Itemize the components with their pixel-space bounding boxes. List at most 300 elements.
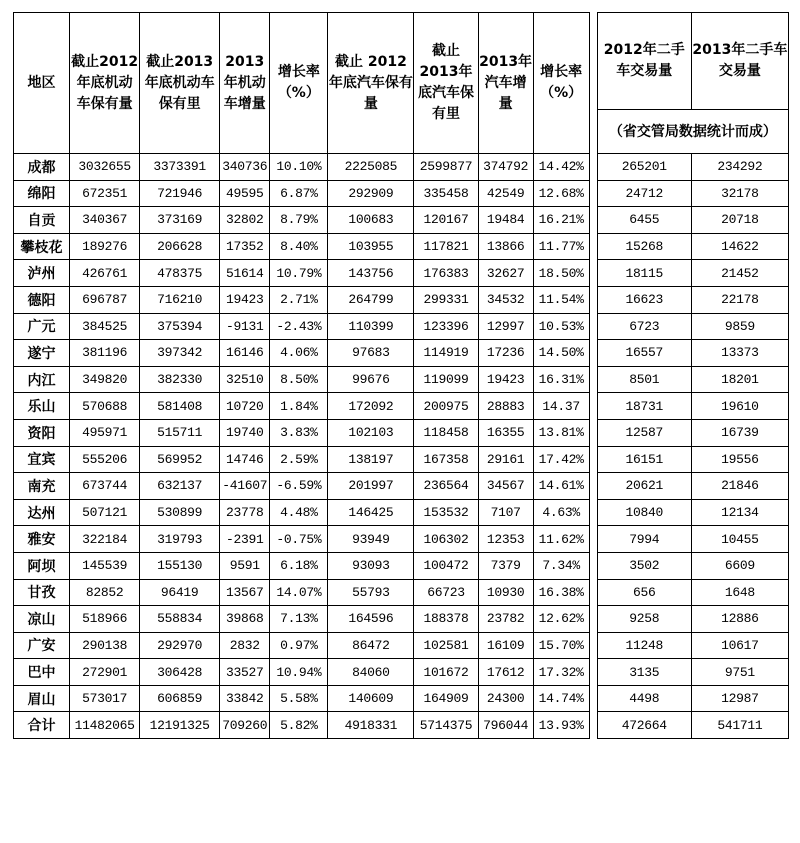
vehicles-2012-cell: 272901 — [70, 659, 140, 686]
vehicles-2012-cell: 384525 — [70, 313, 140, 340]
cars-growth-rate-cell: 14.74% — [533, 685, 589, 712]
vehicles-2013-cell: 632137 — [140, 473, 220, 500]
header-cars-growth-rate: 增长率（%） — [533, 13, 589, 154]
vehicle-statistics-table — [13, 12, 789, 739]
cars-increase-cell: 17236 — [478, 340, 533, 367]
cars-growth-rate-cell: 13.93% — [533, 712, 589, 739]
region-cell: 泸州 — [14, 260, 70, 287]
vehicles-growth-rate-cell: 5.82% — [270, 712, 328, 739]
column-separator — [589, 712, 597, 739]
cars-2012-cell: 164596 — [328, 606, 414, 633]
table-row — [14, 260, 789, 287]
vehicles-growth-rate-cell: 3.83% — [270, 419, 328, 446]
vehicles-2013-cell: 306428 — [140, 659, 220, 686]
vehicles-2013-cell: 206628 — [140, 233, 220, 260]
region-cell: 资阳 — [14, 419, 70, 446]
vehicles-growth-rate-cell: 8.50% — [270, 366, 328, 393]
region-cell: 眉山 — [14, 685, 70, 712]
cars-2013-cell: 188378 — [414, 606, 478, 633]
vehicles-2013-cell: 530899 — [140, 499, 220, 526]
used-cars-2012-cell: 24712 — [597, 180, 691, 207]
cars-2013-cell: 153532 — [414, 499, 478, 526]
vehicles-2012-cell: 340367 — [70, 207, 140, 234]
vehicles-2013-cell: 721946 — [140, 180, 220, 207]
cars-increase-cell: 19484 — [478, 207, 533, 234]
used-cars-2012-cell: 8501 — [597, 366, 691, 393]
vehicles-increase-cell: 14746 — [220, 446, 270, 473]
vehicles-2012-cell: 82852 — [70, 579, 140, 606]
region-cell: 广安 — [14, 632, 70, 659]
vehicles-2012-cell: 495971 — [70, 419, 140, 446]
vehicles-increase-cell: 33527 — [220, 659, 270, 686]
table-row — [14, 446, 789, 473]
region-cell: 甘孜 — [14, 579, 70, 606]
cars-growth-rate-cell: 14.50% — [533, 340, 589, 367]
vehicles-2012-cell: 189276 — [70, 233, 140, 260]
region-cell: 巴中 — [14, 659, 70, 686]
vehicles-increase-cell: -9131 — [220, 313, 270, 340]
cars-2012-cell: 138197 — [328, 446, 414, 473]
column-separator — [589, 180, 597, 207]
vehicles-growth-rate-cell: -6.59% — [270, 473, 328, 500]
region-cell: 合计 — [14, 712, 70, 739]
cars-2012-cell: 93093 — [328, 552, 414, 579]
header-vehicles-2013: 截止2013年底机动车保有里 — [140, 13, 220, 154]
cars-2013-cell: 118458 — [414, 419, 478, 446]
cars-2012-cell: 84060 — [328, 659, 414, 686]
vehicles-increase-cell: 16146 — [220, 340, 270, 367]
column-separator — [589, 393, 597, 420]
vehicles-2013-cell: 581408 — [140, 393, 220, 420]
table-row — [14, 393, 789, 420]
cars-growth-rate-cell: 11.62% — [533, 526, 589, 553]
vehicles-2012-cell: 290138 — [70, 632, 140, 659]
vehicles-increase-cell: 9591 — [220, 552, 270, 579]
cars-increase-cell: 16109 — [478, 632, 533, 659]
cars-2012-cell: 140609 — [328, 685, 414, 712]
column-separator — [589, 685, 597, 712]
used-cars-2013-cell: 16739 — [691, 419, 788, 446]
cars-growth-rate-cell: 16.31% — [533, 366, 589, 393]
used-cars-2013-cell: 13373 — [691, 340, 788, 367]
column-separator — [589, 526, 597, 553]
region-cell: 南充 — [14, 473, 70, 500]
column-separator — [589, 499, 597, 526]
cars-2013-cell: 100472 — [414, 552, 478, 579]
cars-2012-cell: 143756 — [328, 260, 414, 287]
cars-2013-cell: 106302 — [414, 526, 478, 553]
vehicles-2012-cell: 555206 — [70, 446, 140, 473]
column-separator — [589, 579, 597, 606]
cars-increase-cell: 34567 — [478, 473, 533, 500]
used-cars-2012-cell: 18731 — [597, 393, 691, 420]
cars-growth-rate-cell: 7.34% — [533, 552, 589, 579]
header-cars-increase: 2013年汽车增量 — [478, 13, 533, 154]
table-row — [14, 499, 789, 526]
used-cars-2012-cell: 16557 — [597, 340, 691, 367]
column-separator — [589, 419, 597, 446]
region-cell: 宜宾 — [14, 446, 70, 473]
cars-growth-rate-cell: 10.53% — [533, 313, 589, 340]
header-region: 地区 — [14, 13, 70, 154]
cars-2013-cell: 102581 — [414, 632, 478, 659]
cars-increase-cell: 34532 — [478, 286, 533, 313]
vehicles-2012-cell: 3032655 — [70, 154, 140, 181]
used-cars-2013-cell: 1648 — [691, 579, 788, 606]
vehicles-2013-cell: 716210 — [140, 286, 220, 313]
region-cell: 自贡 — [14, 207, 70, 234]
vehicles-2013-cell: 3373391 — [140, 154, 220, 181]
region-cell: 广元 — [14, 313, 70, 340]
vehicles-growth-rate-cell: 10.94% — [270, 659, 328, 686]
table-row — [14, 180, 789, 207]
used-cars-2013-cell: 21452 — [691, 260, 788, 287]
column-separator — [589, 233, 597, 260]
column-separator — [589, 313, 597, 340]
vehicles-increase-cell: 19740 — [220, 419, 270, 446]
cars-increase-cell: 12997 — [478, 313, 533, 340]
vehicles-growth-rate-cell: 4.48% — [270, 499, 328, 526]
vehicles-increase-cell: 17352 — [220, 233, 270, 260]
table-row — [14, 233, 789, 260]
header-vehicles-increase: 2013年机动车增量 — [220, 13, 270, 154]
column-separator — [589, 446, 597, 473]
vehicles-growth-rate-cell: 2.59% — [270, 446, 328, 473]
vehicles-2013-cell: 96419 — [140, 579, 220, 606]
vehicles-2013-cell: 606859 — [140, 685, 220, 712]
header-used-cars-2012: 2012年二手车交易量 — [597, 13, 691, 110]
used-cars-2013-cell: 32178 — [691, 180, 788, 207]
column-separator — [589, 366, 597, 393]
column-separator — [589, 473, 597, 500]
total-row — [14, 712, 789, 739]
cars-2012-cell: 100683 — [328, 207, 414, 234]
used-cars-2012-cell: 9258 — [597, 606, 691, 633]
vehicles-2013-cell: 397342 — [140, 340, 220, 367]
cars-growth-rate-cell: 12.68% — [533, 180, 589, 207]
region-cell: 内江 — [14, 366, 70, 393]
vehicles-2013-cell: 155130 — [140, 552, 220, 579]
table-row — [14, 579, 789, 606]
cars-2012-cell: 292909 — [328, 180, 414, 207]
cars-increase-cell: 10930 — [478, 579, 533, 606]
cars-2013-cell: 200975 — [414, 393, 478, 420]
cars-2013-cell: 335458 — [414, 180, 478, 207]
vehicles-2013-cell: 478375 — [140, 260, 220, 287]
vehicles-increase-cell: -2391 — [220, 526, 270, 553]
table-row — [14, 473, 789, 500]
header-data-source-note: （省交管局数据统计而成） — [597, 110, 788, 154]
vehicles-growth-rate-cell: 14.07% — [270, 579, 328, 606]
vehicles-increase-cell: 2832 — [220, 632, 270, 659]
cars-increase-cell: 32627 — [478, 260, 533, 287]
table-row — [14, 340, 789, 367]
vehicles-growth-rate-cell: 8.79% — [270, 207, 328, 234]
cars-growth-rate-cell: 16.21% — [533, 207, 589, 234]
cars-increase-cell: 23782 — [478, 606, 533, 633]
cars-increase-cell: 12353 — [478, 526, 533, 553]
vehicles-2012-cell: 518966 — [70, 606, 140, 633]
vehicles-growth-rate-cell: 10.10% — [270, 154, 328, 181]
cars-growth-rate-cell: 17.42% — [533, 446, 589, 473]
cars-2013-cell: 5714375 — [414, 712, 478, 739]
header-cars-2013: 截止2013年底汽车保有里 — [414, 13, 478, 154]
used-cars-2013-cell: 541711 — [691, 712, 788, 739]
vehicles-2012-cell: 696787 — [70, 286, 140, 313]
used-cars-2012-cell: 6723 — [597, 313, 691, 340]
vehicles-increase-cell: 39868 — [220, 606, 270, 633]
column-separator — [589, 260, 597, 287]
cars-2013-cell: 167358 — [414, 446, 478, 473]
used-cars-2013-cell: 14622 — [691, 233, 788, 260]
cars-2013-cell: 120167 — [414, 207, 478, 234]
vehicles-increase-cell: 32802 — [220, 207, 270, 234]
table-row — [14, 419, 789, 446]
region-cell: 凉山 — [14, 606, 70, 633]
used-cars-2013-cell: 9751 — [691, 659, 788, 686]
vehicles-increase-cell: 32510 — [220, 366, 270, 393]
vehicles-2012-cell: 573017 — [70, 685, 140, 712]
used-cars-2013-cell: 19556 — [691, 446, 788, 473]
cars-2013-cell: 119099 — [414, 366, 478, 393]
cars-increase-cell: 16355 — [478, 419, 533, 446]
vehicles-2012-cell: 322184 — [70, 526, 140, 553]
column-separator — [589, 13, 597, 154]
cars-2012-cell: 264799 — [328, 286, 414, 313]
cars-2013-cell: 117821 — [414, 233, 478, 260]
cars-increase-cell: 7379 — [478, 552, 533, 579]
used-cars-2012-cell: 4498 — [597, 685, 691, 712]
column-separator — [589, 632, 597, 659]
cars-2012-cell: 86472 — [328, 632, 414, 659]
table-row — [14, 313, 789, 340]
vehicles-2013-cell: 569952 — [140, 446, 220, 473]
cars-growth-rate-cell: 18.50% — [533, 260, 589, 287]
vehicles-growth-rate-cell: -0.75% — [270, 526, 328, 553]
header-cars-2012: 截止 2012年底汽车保有量 — [328, 13, 414, 154]
cars-2012-cell: 55793 — [328, 579, 414, 606]
vehicles-increase-cell: 10720 — [220, 393, 270, 420]
used-cars-2012-cell: 472664 — [597, 712, 691, 739]
vehicles-growth-rate-cell: -2.43% — [270, 313, 328, 340]
vehicles-2012-cell: 673744 — [70, 473, 140, 500]
vehicles-increase-cell: 19423 — [220, 286, 270, 313]
vehicles-growth-rate-cell: 1.84% — [270, 393, 328, 420]
cars-2012-cell: 93949 — [328, 526, 414, 553]
vehicles-growth-rate-cell: 6.87% — [270, 180, 328, 207]
cars-2013-cell: 123396 — [414, 313, 478, 340]
used-cars-2013-cell: 234292 — [691, 154, 788, 181]
vehicles-2012-cell: 145539 — [70, 552, 140, 579]
region-cell: 绵阳 — [14, 180, 70, 207]
used-cars-2013-cell: 18201 — [691, 366, 788, 393]
used-cars-2013-cell: 10617 — [691, 632, 788, 659]
cars-increase-cell: 42549 — [478, 180, 533, 207]
cars-increase-cell: 17612 — [478, 659, 533, 686]
region-cell: 达州 — [14, 499, 70, 526]
used-cars-2013-cell: 10455 — [691, 526, 788, 553]
vehicles-increase-cell: 340736 — [220, 154, 270, 181]
cars-2012-cell: 97683 — [328, 340, 414, 367]
cars-2013-cell: 66723 — [414, 579, 478, 606]
cars-growth-rate-cell: 12.62% — [533, 606, 589, 633]
cars-growth-rate-cell: 14.42% — [533, 154, 589, 181]
vehicles-2013-cell: 558834 — [140, 606, 220, 633]
column-separator — [589, 286, 597, 313]
vehicles-growth-rate-cell: 10.79% — [270, 260, 328, 287]
table-row — [14, 606, 789, 633]
vehicles-2013-cell: 515711 — [140, 419, 220, 446]
vehicles-2012-cell: 507121 — [70, 499, 140, 526]
vehicles-2012-cell: 672351 — [70, 180, 140, 207]
region-cell: 遂宁 — [14, 340, 70, 367]
cars-growth-rate-cell: 17.32% — [533, 659, 589, 686]
cars-increase-cell: 19423 — [478, 366, 533, 393]
vehicles-2012-cell: 570688 — [70, 393, 140, 420]
vehicles-growth-rate-cell: 4.06% — [270, 340, 328, 367]
region-cell: 阿坝 — [14, 552, 70, 579]
vehicles-increase-cell: 51614 — [220, 260, 270, 287]
used-cars-2013-cell: 20718 — [691, 207, 788, 234]
vehicles-increase-cell: 709260 — [220, 712, 270, 739]
vehicles-growth-rate-cell: 0.97% — [270, 632, 328, 659]
table-row — [14, 366, 789, 393]
table-row — [14, 154, 789, 181]
vehicles-2012-cell: 381196 — [70, 340, 140, 367]
table-row — [14, 552, 789, 579]
region-cell: 雅安 — [14, 526, 70, 553]
used-cars-2012-cell: 3135 — [597, 659, 691, 686]
used-cars-2012-cell: 20621 — [597, 473, 691, 500]
cars-increase-cell: 28883 — [478, 393, 533, 420]
used-cars-2012-cell: 12587 — [597, 419, 691, 446]
cars-growth-rate-cell: 14.61% — [533, 473, 589, 500]
region-cell: 攀枝花 — [14, 233, 70, 260]
vehicles-growth-rate-cell: 5.58% — [270, 685, 328, 712]
cars-2012-cell: 2225085 — [328, 154, 414, 181]
cars-growth-rate-cell: 16.38% — [533, 579, 589, 606]
cars-2013-cell: 164909 — [414, 685, 478, 712]
column-separator — [589, 207, 597, 234]
column-separator — [589, 552, 597, 579]
vehicles-growth-rate-cell: 6.18% — [270, 552, 328, 579]
table-row — [14, 632, 789, 659]
vehicles-2013-cell: 382330 — [140, 366, 220, 393]
used-cars-2012-cell: 265201 — [597, 154, 691, 181]
region-cell: 乐山 — [14, 393, 70, 420]
table-body — [14, 154, 789, 739]
used-cars-2013-cell: 12134 — [691, 499, 788, 526]
cars-growth-rate-cell: 13.81% — [533, 419, 589, 446]
cars-growth-rate-cell: 14.37 — [533, 393, 589, 420]
column-separator — [589, 154, 597, 181]
used-cars-2012-cell: 10840 — [597, 499, 691, 526]
cars-2012-cell: 103955 — [328, 233, 414, 260]
used-cars-2013-cell: 12886 — [691, 606, 788, 633]
column-separator — [589, 606, 597, 633]
cars-2012-cell: 201997 — [328, 473, 414, 500]
vehicles-2013-cell: 375394 — [140, 313, 220, 340]
used-cars-2012-cell: 7994 — [597, 526, 691, 553]
cars-2012-cell: 172092 — [328, 393, 414, 420]
vehicles-2012-cell: 349820 — [70, 366, 140, 393]
cars-2013-cell: 101672 — [414, 659, 478, 686]
header-vehicles-2012: 截止2012年底机动车保有量 — [70, 13, 140, 154]
cars-increase-cell: 796044 — [478, 712, 533, 739]
cars-increase-cell: 29161 — [478, 446, 533, 473]
cars-2013-cell: 236564 — [414, 473, 478, 500]
vehicles-growth-rate-cell: 2.71% — [270, 286, 328, 313]
cars-2013-cell: 176383 — [414, 260, 478, 287]
used-cars-2012-cell: 656 — [597, 579, 691, 606]
cars-2013-cell: 299331 — [414, 286, 478, 313]
header-used-cars-2013: 2013年二手车交易量 — [691, 13, 788, 110]
cars-growth-rate-cell: 4.63% — [533, 499, 589, 526]
used-cars-2012-cell: 11248 — [597, 632, 691, 659]
vehicles-2013-cell: 292970 — [140, 632, 220, 659]
vehicles-increase-cell: 13567 — [220, 579, 270, 606]
vehicles-2013-cell: 319793 — [140, 526, 220, 553]
table-row — [14, 685, 789, 712]
region-cell: 成都 — [14, 154, 70, 181]
vehicles-increase-cell: 49595 — [220, 180, 270, 207]
column-separator — [589, 659, 597, 686]
cars-increase-cell: 7107 — [478, 499, 533, 526]
used-cars-2013-cell: 19610 — [691, 393, 788, 420]
used-cars-2012-cell: 3502 — [597, 552, 691, 579]
column-separator — [589, 340, 597, 367]
used-cars-2012-cell: 6455 — [597, 207, 691, 234]
cars-increase-cell: 24300 — [478, 685, 533, 712]
vehicles-increase-cell: 33842 — [220, 685, 270, 712]
cars-2012-cell: 102103 — [328, 419, 414, 446]
cars-growth-rate-cell: 11.54% — [533, 286, 589, 313]
cars-increase-cell: 374792 — [478, 154, 533, 181]
table-row — [14, 659, 789, 686]
cars-growth-rate-cell: 11.77% — [533, 233, 589, 260]
used-cars-2012-cell: 16151 — [597, 446, 691, 473]
vehicles-growth-rate-cell: 7.13% — [270, 606, 328, 633]
table-row — [14, 286, 789, 313]
vehicles-2013-cell: 373169 — [140, 207, 220, 234]
cars-increase-cell: 13866 — [478, 233, 533, 260]
table-row — [14, 207, 789, 234]
cars-2012-cell: 99676 — [328, 366, 414, 393]
used-cars-2013-cell: 6609 — [691, 552, 788, 579]
cars-growth-rate-cell: 15.70% — [533, 632, 589, 659]
vehicles-2012-cell: 11482065 — [70, 712, 140, 739]
used-cars-2013-cell: 9859 — [691, 313, 788, 340]
header-row — [14, 13, 789, 110]
used-cars-2013-cell: 12987 — [691, 685, 788, 712]
used-cars-2012-cell: 16623 — [597, 286, 691, 313]
vehicles-increase-cell: 23778 — [220, 499, 270, 526]
vehicles-2013-cell: 12191325 — [140, 712, 220, 739]
cars-2012-cell: 110399 — [328, 313, 414, 340]
table-row — [14, 526, 789, 553]
cars-2012-cell: 146425 — [328, 499, 414, 526]
used-cars-2013-cell: 21846 — [691, 473, 788, 500]
used-cars-2012-cell: 18115 — [597, 260, 691, 287]
used-cars-2013-cell: 22178 — [691, 286, 788, 313]
cars-2013-cell: 114919 — [414, 340, 478, 367]
vehicles-2012-cell: 426761 — [70, 260, 140, 287]
used-cars-2012-cell: 15268 — [597, 233, 691, 260]
vehicles-growth-rate-cell: 8.40% — [270, 233, 328, 260]
header-vehicles-growth-rate: 增长率（%） — [270, 13, 328, 154]
cars-2013-cell: 2599877 — [414, 154, 478, 181]
vehicles-increase-cell: -41607 — [220, 473, 270, 500]
